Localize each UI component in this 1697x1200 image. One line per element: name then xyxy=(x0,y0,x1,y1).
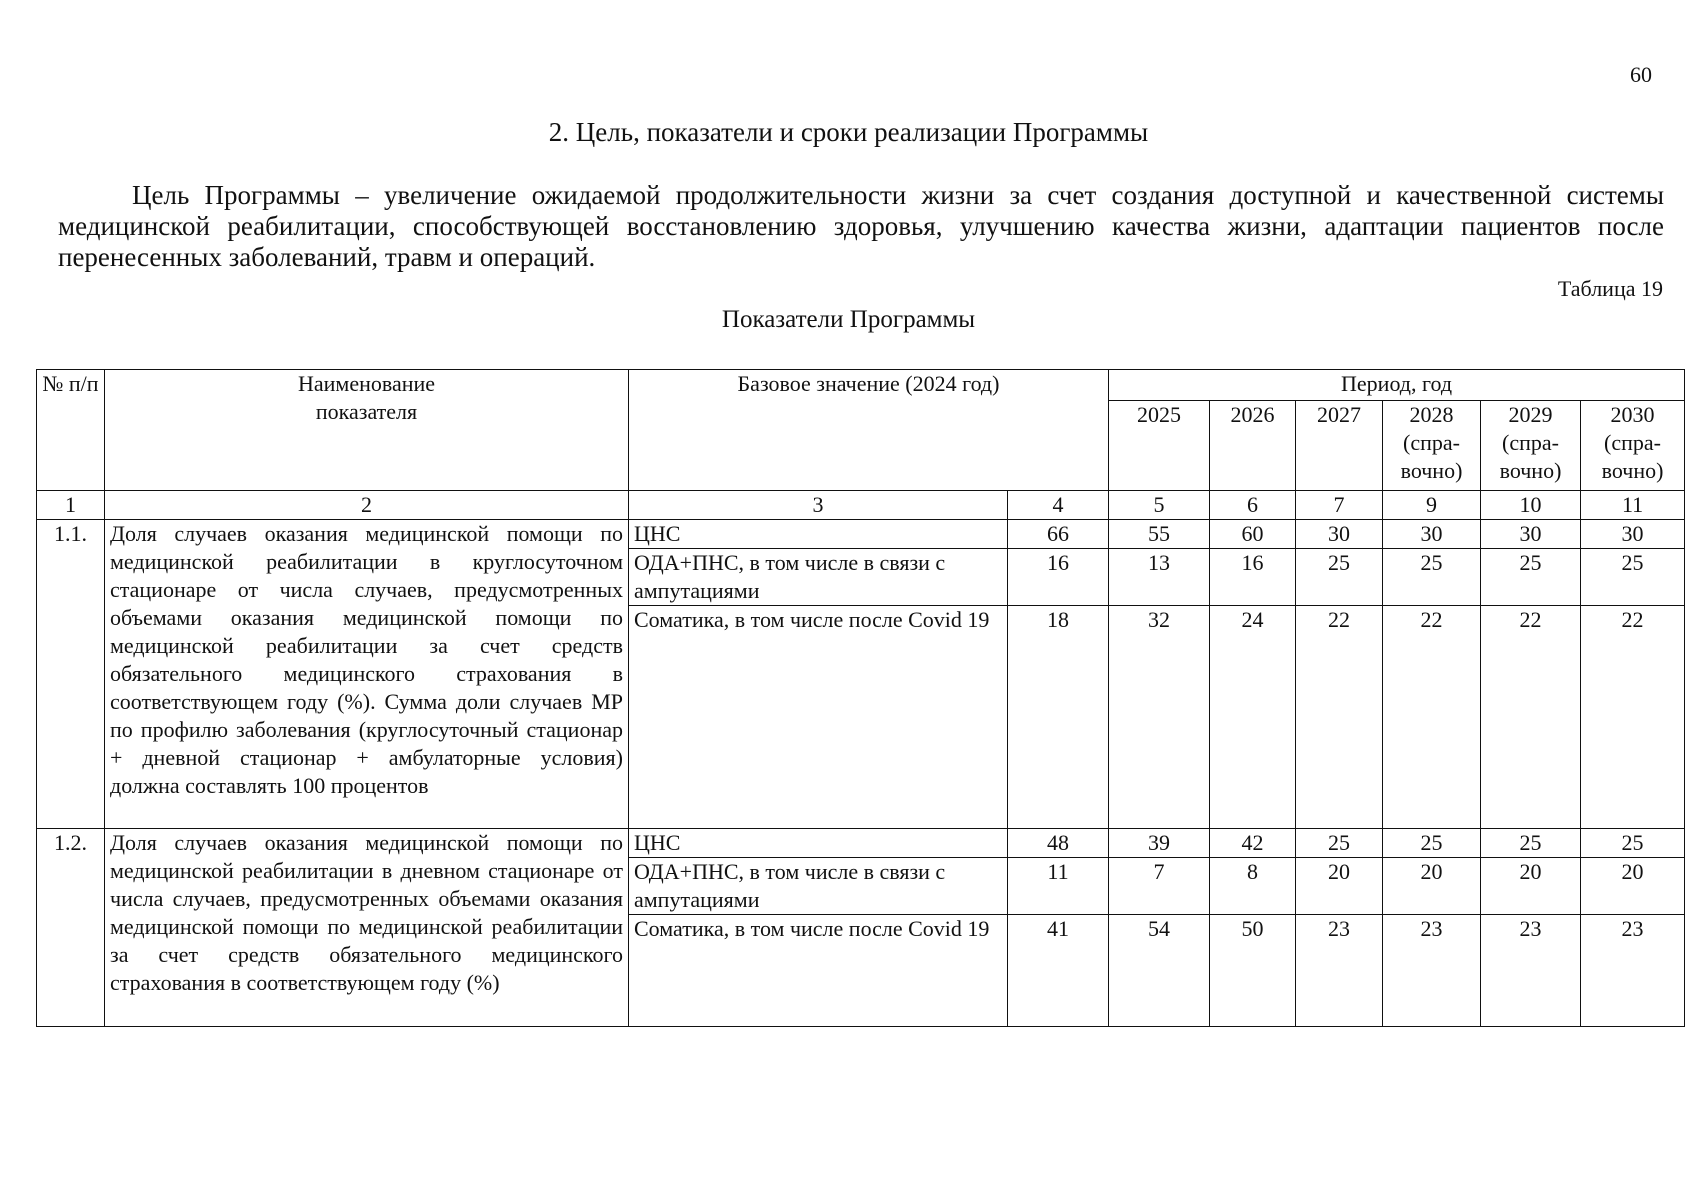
value-cell: 13 xyxy=(1109,549,1210,606)
col-number: 2 xyxy=(105,491,629,520)
col-number: 9 xyxy=(1383,491,1481,520)
value-cell: 20 xyxy=(1296,858,1383,915)
value-cell: 7 xyxy=(1109,858,1210,915)
profile-label: ЦНС xyxy=(629,829,1008,858)
row-number: 1.2. xyxy=(37,829,105,1027)
value-cell: 22 xyxy=(1481,606,1581,829)
value-cell: 25 xyxy=(1481,829,1581,858)
value-cell: 22 xyxy=(1581,606,1685,829)
value-cell: 25 xyxy=(1581,829,1685,858)
indicator-name: Доля случаев оказания медицинской помощи по медицинской реабилитации в круглосуточном стационаре от числа случаев, предусмотренных объемами оказания медицинской помощи по медицинской реабилитации за счет средств обязательного медицинского страхования в соответствующем году (%). Сумма доли случаев МР по профилю заболевания (круглосуточный стационар + дневной стационар + амбулаторные условия) должна составлять 100 процентов xyxy=(105,520,629,829)
profile-label: ОДА+ПНС, в том числе в связи с ампутациями xyxy=(629,549,1008,606)
value-cell: 25 xyxy=(1383,549,1481,606)
value-cell: 30 xyxy=(1383,520,1481,549)
header-name: Наименование показателя xyxy=(105,370,629,491)
value-cell: 8 xyxy=(1210,858,1296,915)
value-cell: 11 xyxy=(1008,858,1109,915)
col-number: 7 xyxy=(1296,491,1383,520)
value-cell: 23 xyxy=(1481,915,1581,1027)
profile-label: Соматика, в том числе после Covid 19 xyxy=(629,915,1008,1027)
intro-paragraph: Цель Программы – увеличение ожидаемой продолжительности жизни за счет создания доступной и качественной системы медицинской реабилитации, способствующей восстановлению здоровья, улучшению качества жизни, адаптации пациентов после перенесенных заболеваний, травм и операций. xyxy=(58,180,1664,272)
value-cell: 25 xyxy=(1296,829,1383,858)
profile-label: Соматика, в том числе после Covid 19 xyxy=(629,606,1008,829)
value-cell: 20 xyxy=(1581,858,1685,915)
col-number: 4 xyxy=(1008,491,1109,520)
header-year: 2029 (спра-вочно) xyxy=(1481,400,1581,491)
section-title: 2. Цель, показатели и сроки реализации Программы xyxy=(548,117,1149,147)
header-year: 2028 (спра-вочно) xyxy=(1383,400,1481,491)
profile-label: ЦНС xyxy=(629,520,1008,549)
value-cell: 23 xyxy=(1296,915,1383,1027)
col-number: 3 xyxy=(629,491,1008,520)
value-cell: 25 xyxy=(1581,549,1685,606)
value-cell: 30 xyxy=(1296,520,1383,549)
value-cell: 16 xyxy=(1210,549,1296,606)
header-year: 2026 xyxy=(1210,400,1296,491)
table-row xyxy=(37,829,1685,858)
col-number: 5 xyxy=(1109,491,1210,520)
value-cell: 18 xyxy=(1008,606,1109,829)
value-cell: 22 xyxy=(1383,606,1481,829)
value-cell: 66 xyxy=(1008,520,1109,549)
col-number: 11 xyxy=(1581,491,1685,520)
header-period: Период, год xyxy=(1109,370,1685,401)
col-number: 1 xyxy=(37,491,105,520)
value-cell: 42 xyxy=(1210,829,1296,858)
value-cell: 39 xyxy=(1109,829,1210,858)
value-cell: 25 xyxy=(1296,549,1383,606)
value-cell: 25 xyxy=(1383,829,1481,858)
value-cell: 60 xyxy=(1210,520,1296,549)
col-number: 6 xyxy=(1210,491,1296,520)
header-year: 2025 xyxy=(1109,400,1210,491)
value-cell: 16 xyxy=(1008,549,1109,606)
profile-label: ОДА+ПНС, в том числе в связи с ампутациями xyxy=(629,858,1008,915)
value-cell: 50 xyxy=(1210,915,1296,1027)
table-label: Таблица 19 xyxy=(1557,276,1663,301)
table-row xyxy=(37,520,1685,549)
value-cell: 22 xyxy=(1296,606,1383,829)
row-number: 1.1. xyxy=(37,520,105,829)
value-cell: 32 xyxy=(1109,606,1210,829)
value-cell: 20 xyxy=(1481,858,1581,915)
indicators-table xyxy=(36,369,1685,1027)
indicator-name: Доля случаев оказания медицинской помощи по медицинской реабилитации в дневном стационаре от числа случаев, предусмотренных объемами оказания медицинской помощи по медицинской реабилитации за счет средств обязательного медицинского страхования в соответствующем году (%) xyxy=(105,829,629,1027)
value-cell: 54 xyxy=(1109,915,1210,1027)
value-cell: 48 xyxy=(1008,829,1109,858)
value-cell: 23 xyxy=(1581,915,1685,1027)
value-cell: 30 xyxy=(1581,520,1685,549)
page-number: 60 xyxy=(1630,62,1652,87)
value-cell: 20 xyxy=(1383,858,1481,915)
value-cell: 24 xyxy=(1210,606,1296,829)
value-cell: 41 xyxy=(1008,915,1109,1027)
header-year: 2030 (спра-вочно) xyxy=(1581,400,1685,491)
value-cell: 25 xyxy=(1481,549,1581,606)
value-cell: 30 xyxy=(1481,520,1581,549)
header-base: Базовое значение (2024 год) xyxy=(629,370,1109,491)
value-cell: 55 xyxy=(1109,520,1210,549)
header-num: № п/п xyxy=(37,370,105,491)
header-year: 2027 xyxy=(1296,400,1383,491)
col-number: 10 xyxy=(1481,491,1581,520)
table-title: Показатели Программы xyxy=(721,306,976,333)
value-cell: 23 xyxy=(1383,915,1481,1027)
